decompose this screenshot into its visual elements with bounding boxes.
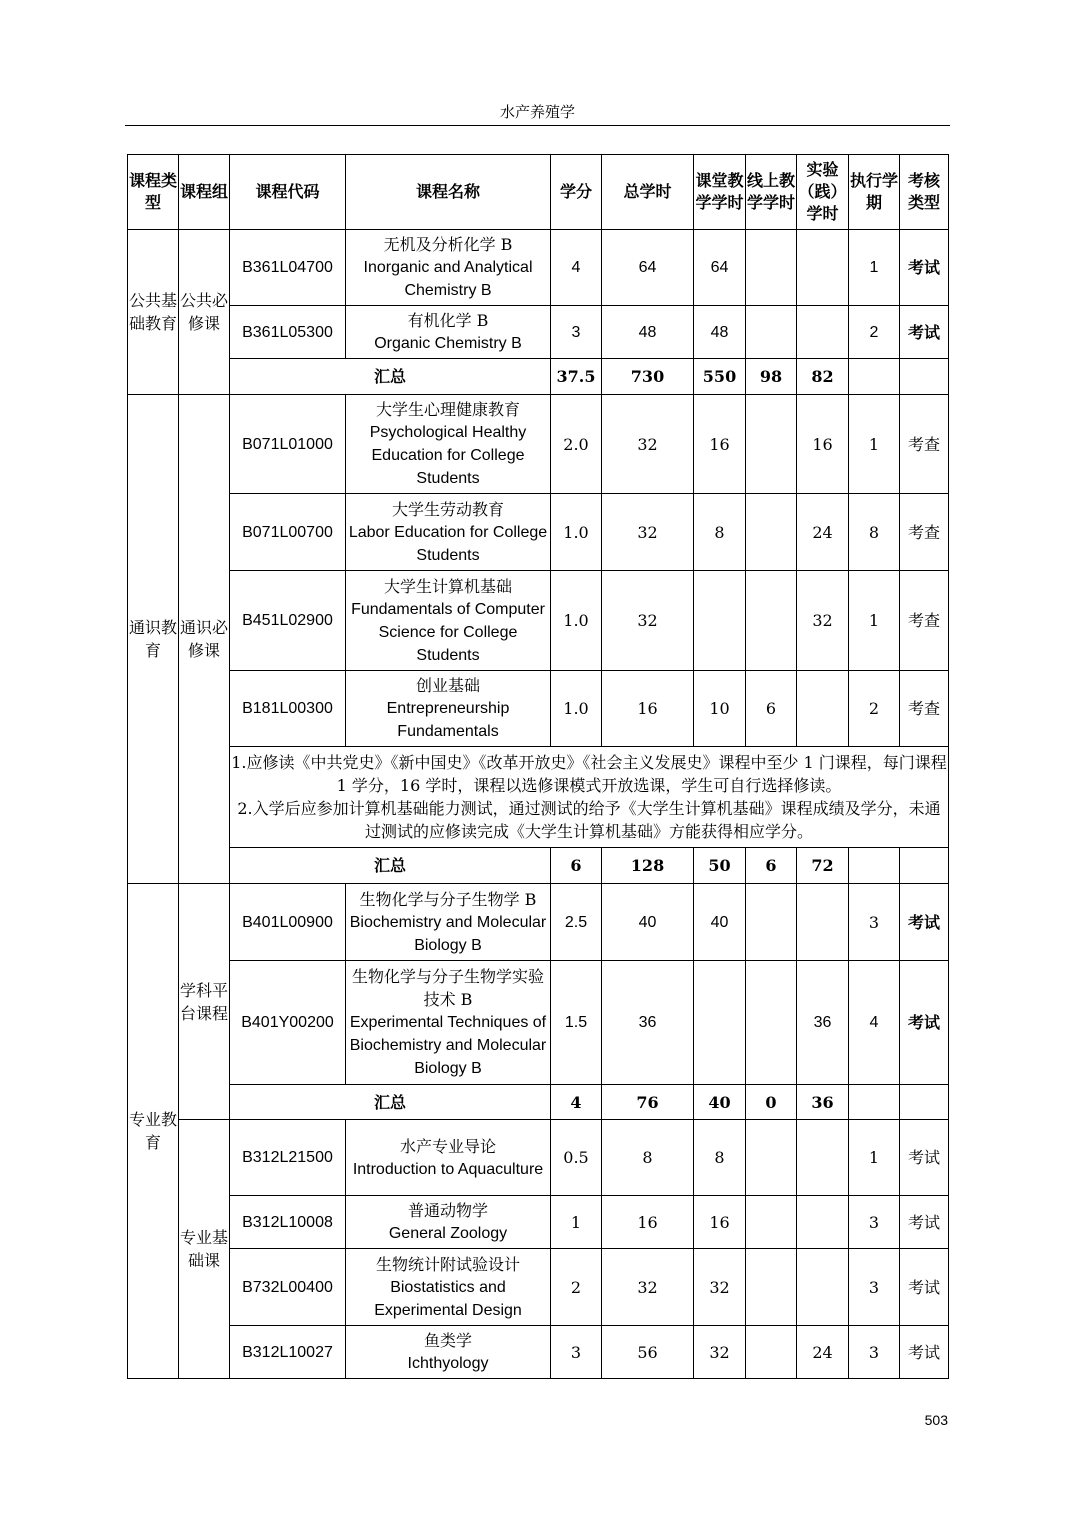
course-name-cn: 大学生劳动教育 bbox=[391, 499, 504, 519]
table-row bbox=[128, 571, 949, 671]
course-name-cn: 普通动物学 bbox=[407, 1201, 488, 1220]
course-name-cell bbox=[346, 1326, 551, 1379]
course-code: B181L00300 bbox=[230, 671, 346, 747]
summary-row bbox=[128, 1085, 949, 1120]
class-hours-cell: 8 bbox=[694, 1120, 746, 1196]
table-row bbox=[128, 671, 949, 747]
credit-cell: 1.0 bbox=[551, 571, 602, 671]
course-code: B071L01000 bbox=[230, 395, 346, 494]
summary-empty-cell bbox=[900, 1085, 949, 1120]
column-header: 实验（践）学时 bbox=[797, 155, 849, 230]
online-hours-cell bbox=[746, 1249, 797, 1326]
summary-class-hours: 50 bbox=[694, 848, 746, 884]
exam-type-cell: 考试 bbox=[900, 884, 949, 961]
course-code: B312L10008 bbox=[230, 1196, 346, 1249]
course-name-cn: 生物化学与分子生物学实验技术 B bbox=[351, 967, 544, 1009]
course-name-cn: 水产专业导论 bbox=[399, 1136, 496, 1156]
exam-type-cell: 考试 bbox=[900, 961, 949, 1085]
exam-type-cell: 考试 bbox=[900, 1196, 949, 1249]
course-code: B361L05300 bbox=[230, 306, 346, 359]
table-row bbox=[128, 306, 949, 359]
page-header-title: 水产养殖学 bbox=[499, 103, 575, 121]
column-header: 学分 bbox=[551, 155, 602, 230]
column-header: 考核类型 bbox=[900, 155, 949, 230]
course-group-cell: 通识必修课 bbox=[179, 395, 230, 884]
class-hours-cell: 48 bbox=[694, 306, 746, 359]
class-hours-cell: 10 bbox=[694, 671, 746, 747]
course-name-cn: 生物统计附试验设计 bbox=[375, 1254, 520, 1274]
course-name-cell bbox=[346, 1120, 551, 1196]
column-header: 线上教学学时 bbox=[746, 155, 797, 230]
course-type-cell: 公共基础教育 bbox=[128, 230, 179, 395]
total-hours-cell: 16 bbox=[602, 1196, 694, 1249]
course-name-cn: 大学生心理健康教育 bbox=[375, 400, 520, 419]
course-name-cn: 大学生计算机基础 bbox=[383, 576, 512, 596]
course-code: B071L00700 bbox=[230, 494, 346, 571]
exam-type-cell: 考试 bbox=[900, 306, 949, 359]
term-cell: 4 bbox=[849, 961, 900, 1085]
term-cell: 8 bbox=[849, 494, 900, 571]
term-cell: 3 bbox=[849, 1249, 900, 1326]
exam-type-cell: 考查 bbox=[900, 571, 949, 671]
notes-row bbox=[128, 747, 949, 848]
course-name-cn: 鱼类学 bbox=[423, 1331, 472, 1350]
online-hours-cell bbox=[746, 306, 797, 359]
lab-hours-cell bbox=[797, 884, 849, 961]
online-hours-cell bbox=[746, 1120, 797, 1196]
exam-type-cell: 考试 bbox=[900, 1120, 949, 1196]
summary-lab-hours: 82 bbox=[797, 359, 849, 395]
course-code: B732L00400 bbox=[230, 1249, 346, 1326]
course-type-cell: 通识教育 bbox=[128, 395, 179, 884]
table-row bbox=[128, 1196, 949, 1249]
lab-hours-cell bbox=[797, 1249, 849, 1326]
note-text: 1.应修读《中共党史》《新中国史》《改革开放史》《社会主义发展史》课程中至少 1 门课程，每门课程 1 学分，16 学时，课程以选修课模式开放选课，学生可自行选择修读。 bbox=[231, 753, 947, 795]
course-name-cell bbox=[346, 671, 551, 747]
class-hours-cell bbox=[694, 571, 746, 671]
course-name-cell bbox=[346, 1196, 551, 1249]
online-hours-cell bbox=[746, 884, 797, 961]
lab-hours-cell bbox=[797, 230, 849, 306]
course-name-en: Experimental Techniques of Biochemistry and Molecular Biology B bbox=[349, 1014, 547, 1077]
course-name-cell bbox=[346, 230, 551, 306]
column-header: 课程代码 bbox=[230, 155, 346, 230]
summary-total-hours: 128 bbox=[602, 848, 694, 884]
summary-empty-cell bbox=[849, 359, 900, 395]
lab-hours-cell: 32 bbox=[797, 571, 849, 671]
total-hours-cell: 8 bbox=[602, 1120, 694, 1196]
course-name-en: Fundamentals of Computer Science for College Students bbox=[351, 600, 545, 664]
online-hours-cell bbox=[746, 961, 797, 1085]
lab-hours-cell bbox=[797, 671, 849, 747]
course-name-en: Ichthyology bbox=[407, 1355, 489, 1372]
lab-hours-cell bbox=[797, 1120, 849, 1196]
lab-hours-cell bbox=[797, 1196, 849, 1249]
summary-label: 汇总 bbox=[230, 359, 551, 395]
summary-total-hours: 76 bbox=[602, 1085, 694, 1120]
table-row bbox=[128, 1326, 949, 1379]
note-text: 2.入学后应参加计算机基础能力测试，通过测试的给予《大学生计算机基础》课程成绩及学分，未通过测试的应修读完成《大学生计算机基础》方能获得相应学分。 bbox=[237, 799, 941, 841]
summary-label: 汇总 bbox=[230, 848, 551, 884]
exam-type-cell: 考试 bbox=[900, 230, 949, 306]
course-group-cell: 公共必修课 bbox=[179, 230, 230, 395]
course-code: B401Y00200 bbox=[230, 961, 346, 1085]
course-name-en: Introduction to Aquaculture bbox=[352, 1160, 544, 1178]
course-name-cell bbox=[346, 494, 551, 571]
page-number: 503 bbox=[924, 1412, 948, 1428]
table-row bbox=[128, 494, 949, 571]
summary-empty-cell bbox=[849, 848, 900, 884]
online-hours-cell bbox=[746, 1196, 797, 1249]
summary-empty-cell bbox=[849, 1085, 900, 1120]
summary-online-hours: 0 bbox=[746, 1085, 797, 1120]
exam-type-cell: 考试 bbox=[900, 1326, 949, 1379]
summary-class-hours: 40 bbox=[694, 1085, 746, 1120]
exam-type-cell: 考查 bbox=[900, 494, 949, 571]
total-hours-cell: 32 bbox=[602, 571, 694, 671]
summary-empty-cell bbox=[900, 359, 949, 395]
summary-row bbox=[128, 848, 949, 884]
total-hours-cell: 56 bbox=[602, 1326, 694, 1379]
course-name-cell bbox=[346, 884, 551, 961]
online-hours-cell bbox=[746, 571, 797, 671]
credit-cell: 2.0 bbox=[551, 395, 602, 494]
term-cell: 1 bbox=[849, 230, 900, 306]
total-hours-cell: 64 bbox=[602, 230, 694, 306]
class-hours-cell: 40 bbox=[694, 884, 746, 961]
course-name-cell bbox=[346, 306, 551, 359]
exam-type-cell: 考试 bbox=[900, 1249, 949, 1326]
class-hours-cell: 64 bbox=[694, 230, 746, 306]
course-name-cell bbox=[346, 571, 551, 671]
summary-class-hours: 550 bbox=[694, 359, 746, 395]
term-cell: 3 bbox=[849, 1326, 900, 1379]
class-hours-cell: 16 bbox=[694, 395, 746, 494]
course-name-en: Labor Education for College Students bbox=[348, 523, 548, 564]
course-group-cell: 学科平台课程 bbox=[179, 884, 230, 1120]
total-hours-cell: 32 bbox=[602, 494, 694, 571]
credit-cell: 1.5 bbox=[551, 961, 602, 1085]
online-hours-cell bbox=[746, 494, 797, 571]
summary-lab-hours: 36 bbox=[797, 1085, 849, 1120]
course-code: B401L00900 bbox=[230, 884, 346, 961]
term-cell: 3 bbox=[849, 884, 900, 961]
course-name-cn: 有机化学 B bbox=[407, 311, 489, 330]
summary-credit: 4 bbox=[551, 1085, 602, 1120]
summary-empty-cell bbox=[900, 848, 949, 884]
class-hours-cell: 32 bbox=[694, 1326, 746, 1379]
term-cell: 2 bbox=[849, 671, 900, 747]
term-cell: 1 bbox=[849, 1120, 900, 1196]
total-hours-cell: 36 bbox=[602, 961, 694, 1085]
course-name-cn: 生物化学与分子生物学 B bbox=[359, 889, 537, 909]
course-code: B312L21500 bbox=[230, 1120, 346, 1196]
course-name-cell bbox=[346, 395, 551, 494]
summary-online-hours: 6 bbox=[746, 848, 797, 884]
course-name-en: Entrepreneurship Fundamentals bbox=[386, 700, 510, 740]
summary-credit: 6 bbox=[551, 848, 602, 884]
summary-online-hours: 98 bbox=[746, 359, 797, 395]
course-group-cell: 专业基础课 bbox=[179, 1120, 230, 1379]
online-hours-cell bbox=[746, 395, 797, 494]
table-row bbox=[128, 1120, 949, 1196]
course-table bbox=[127, 154, 949, 1379]
summary-lab-hours: 72 bbox=[797, 848, 849, 884]
credit-cell: 2 bbox=[551, 1249, 602, 1326]
term-cell: 1 bbox=[849, 395, 900, 494]
course-name-en: Biochemistry and Molecular Biology B bbox=[349, 913, 547, 954]
credit-cell: 0.5 bbox=[551, 1120, 602, 1196]
online-hours-cell bbox=[746, 1326, 797, 1379]
column-header: 课程类型 bbox=[128, 155, 179, 230]
table-row bbox=[128, 961, 949, 1085]
credit-cell: 1 bbox=[551, 1196, 602, 1249]
course-name-cn: 无机及分析化学 B bbox=[383, 235, 513, 254]
total-hours-cell: 48 bbox=[602, 306, 694, 359]
column-header: 课堂教学学时 bbox=[694, 155, 746, 230]
course-code: B361L04700 bbox=[230, 230, 346, 306]
class-hours-cell: 16 bbox=[694, 1196, 746, 1249]
lab-hours-cell: 36 bbox=[797, 961, 849, 1085]
class-hours-cell: 32 bbox=[694, 1249, 746, 1326]
credit-cell: 3 bbox=[551, 306, 602, 359]
course-name-cn: 创业基础 bbox=[415, 676, 480, 695]
lab-hours-cell: 16 bbox=[797, 395, 849, 494]
course-name-en: Organic Chemistry B bbox=[374, 335, 522, 352]
column-header: 总学时 bbox=[602, 155, 694, 230]
table-row bbox=[128, 884, 949, 961]
credit-cell: 2.5 bbox=[551, 884, 602, 961]
table-row bbox=[128, 1249, 949, 1326]
course-name-en: General Zoology bbox=[388, 1225, 508, 1242]
credit-cell: 1.0 bbox=[551, 671, 602, 747]
lab-hours-cell: 24 bbox=[797, 494, 849, 571]
table-row bbox=[128, 230, 949, 306]
summary-total-hours: 730 bbox=[602, 359, 694, 395]
table-header-row bbox=[128, 155, 949, 230]
column-header: 课程组 bbox=[179, 155, 230, 230]
exam-type-cell: 考查 bbox=[900, 671, 949, 747]
notes-cell bbox=[230, 747, 949, 848]
class-hours-cell bbox=[694, 961, 746, 1085]
lab-hours-cell bbox=[797, 306, 849, 359]
summary-row bbox=[128, 359, 949, 395]
summary-credit: 37.5 bbox=[551, 359, 602, 395]
course-code: B451L02900 bbox=[230, 571, 346, 671]
exam-type-cell: 考查 bbox=[900, 395, 949, 494]
course-name-en: Biostatistics and Experimental Design bbox=[374, 1278, 522, 1319]
column-header: 执行学期 bbox=[849, 155, 900, 230]
term-cell: 3 bbox=[849, 1196, 900, 1249]
credit-cell: 4 bbox=[551, 230, 602, 306]
course-name-en: Inorganic and Analytical Chemistry B bbox=[363, 259, 533, 299]
credit-cell: 3 bbox=[551, 1326, 602, 1379]
course-name-cell bbox=[346, 1249, 551, 1326]
online-hours-cell bbox=[746, 230, 797, 306]
total-hours-cell: 32 bbox=[602, 1249, 694, 1326]
course-name-cell bbox=[346, 961, 551, 1085]
term-cell: 2 bbox=[849, 306, 900, 359]
lab-hours-cell: 24 bbox=[797, 1326, 849, 1379]
course-type-cell: 专业教育 bbox=[128, 884, 179, 1379]
term-cell: 1 bbox=[849, 571, 900, 671]
class-hours-cell: 8 bbox=[694, 494, 746, 571]
column-header: 课程名称 bbox=[346, 155, 551, 230]
table-row bbox=[128, 395, 949, 494]
total-hours-cell: 40 bbox=[602, 884, 694, 961]
online-hours-cell: 6 bbox=[746, 671, 797, 747]
total-hours-cell: 32 bbox=[602, 395, 694, 494]
header-divider bbox=[125, 125, 950, 126]
total-hours-cell: 16 bbox=[602, 671, 694, 747]
course-name-en: Psychological Healthy Education for College Students bbox=[369, 424, 527, 487]
course-code: B312L10027 bbox=[230, 1326, 346, 1379]
summary-label: 汇总 bbox=[230, 1085, 551, 1120]
credit-cell: 1.0 bbox=[551, 494, 602, 571]
